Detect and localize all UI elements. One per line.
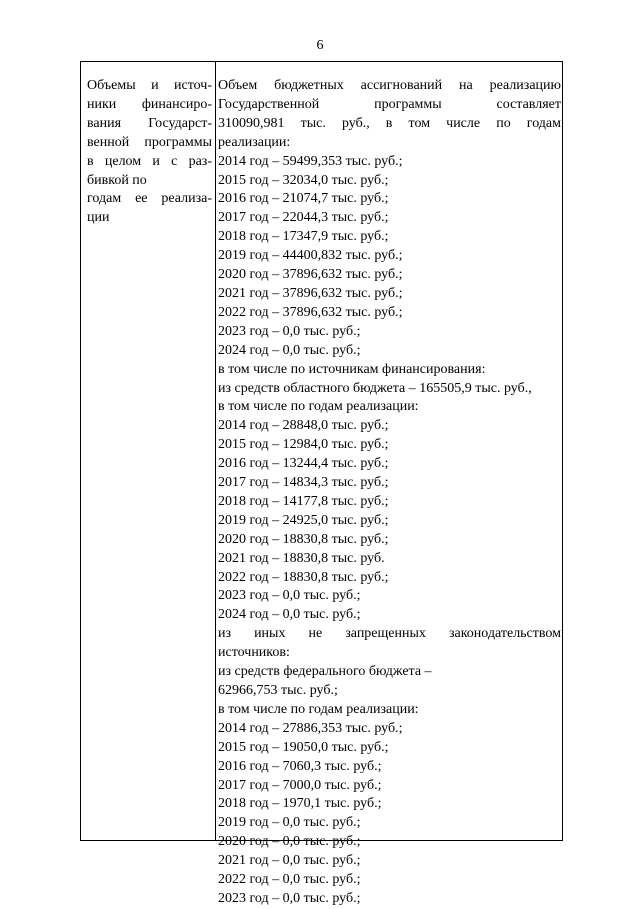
row-label-line: венной программы [87,134,212,150]
total-year-line: 2018 год – 17347,9 тыс. руб.; [218,229,389,245]
row-label-line: в целом и с раз- [87,153,212,169]
row-label-line: годам ее реализа- [87,191,212,207]
federal-year-line: 2022 год – 0,0 тыс. руб.; [218,872,361,888]
regional-year-line: 2017 год – 14834,3 тыс. руб.; [218,475,389,491]
total-year-line: 2020 год – 37896,632 тыс. руб.; [218,267,403,283]
row-value-cell [218,77,561,909]
federal-year-line: 2021 год – 0,0 тыс. руб.; [218,853,361,869]
federal-year-line: 2019 год – 0,0 тыс. руб.; [218,815,361,831]
total-year-line: 2023 год – 0,0 тыс. руб.; [218,323,361,339]
intro-line: реализации: [218,134,291,150]
regional-year-line: 2014 год – 28848,0 тыс. руб.; [218,418,389,434]
total-year-line: 2024 год – 0,0 тыс. руб.; [218,342,361,358]
other-sources-line: из иных не запрещенных законодательством [218,626,561,642]
regional-year-line: 2018 год – 14177,8 тыс. руб.; [218,493,389,509]
federal-year-line: 2017 год – 7000,0 тыс. руб.; [218,777,382,793]
total-year-line: 2019 год – 44400,832 тыс. руб.; [218,248,403,264]
federal-year-line: 2016 год – 7060,3 тыс. руб.; [218,758,382,774]
total-year-line: 2014 год – 59499,353 тыс. руб.; [218,153,403,169]
regional-year-line: 2021 год – 18830,8 тыс. руб. [218,550,385,566]
total-year-line: 2017 год – 22044,3 тыс. руб.; [218,210,389,226]
row-label-line: бивкой по [87,172,147,188]
federal-budget-heading: из средств федерального бюджета – [218,664,432,680]
federal-budget-subheading: в том числе по годам реализации: [218,701,419,717]
program-passport-table [80,61,563,906]
regional-year-line: 2019 год – 24925,0 тыс. руб.; [218,512,389,528]
row-label-line: вания Государст- [87,115,212,131]
total-year-line: 2015 год – 32034,0 тыс. руб.; [218,172,389,188]
regional-year-line: 2022 год – 18830,8 тыс. руб.; [218,569,389,585]
row-label-cell [87,77,212,228]
other-sources-line: источников: [218,645,290,661]
regional-year-line: 2015 год – 12984,0 тыс. руб.; [218,437,389,453]
sources-heading: в том числе по источникам финансирования: [218,361,486,377]
regional-year-line: 2020 год – 18830,8 тыс. руб.; [218,531,389,547]
column-divider [215,62,216,840]
intro-line: 310090,981 тыс. руб., в том числе по годам [218,115,561,131]
intro-line: Государственной программы составляет [218,96,561,112]
row-label-line: ции [87,210,110,226]
regional-year-line: 2023 год – 0,0 тыс. руб.; [218,588,361,604]
federal-year-line: 2015 год – 19050,0 тыс. руб.; [218,739,389,755]
federal-year-line: 2018 год – 1970,1 тыс. руб.; [218,796,382,812]
regional-year-line: 2024 год – 0,0 тыс. руб.; [218,607,361,623]
federal-year-line: 2020 год – 0,0 тыс. руб.; [218,834,361,850]
row-label-line: Объемы и источ- [87,78,212,93]
federal-year-line: 2023 год – 0,0 тыс. руб.; [218,890,361,906]
regional-budget-subheading: в том числе по годам реализации: [218,399,419,415]
federal-budget-heading: 62966,753 тыс. руб.; [218,683,338,698]
federal-year-line: 2014 год – 27886,353 тыс. руб.; [218,720,403,736]
page-number: 6 [316,38,324,53]
total-year-line: 2022 год – 37896,632 тыс. руб.; [218,304,403,320]
intro-line: Объем бюджетных ассигнований на реализацию [218,78,561,93]
row-label-line: ники финансиро- [87,96,212,112]
regional-year-line: 2016 год – 13244,4 тыс. руб.; [218,456,389,472]
total-year-line: 2016 год – 21074,7 тыс. руб.; [218,191,389,207]
regional-budget-heading: из средств областного бюджета – 165505,9 тыс. руб., [218,380,532,396]
total-year-line: 2021 год – 37896,632 тыс. руб.; [218,285,403,301]
